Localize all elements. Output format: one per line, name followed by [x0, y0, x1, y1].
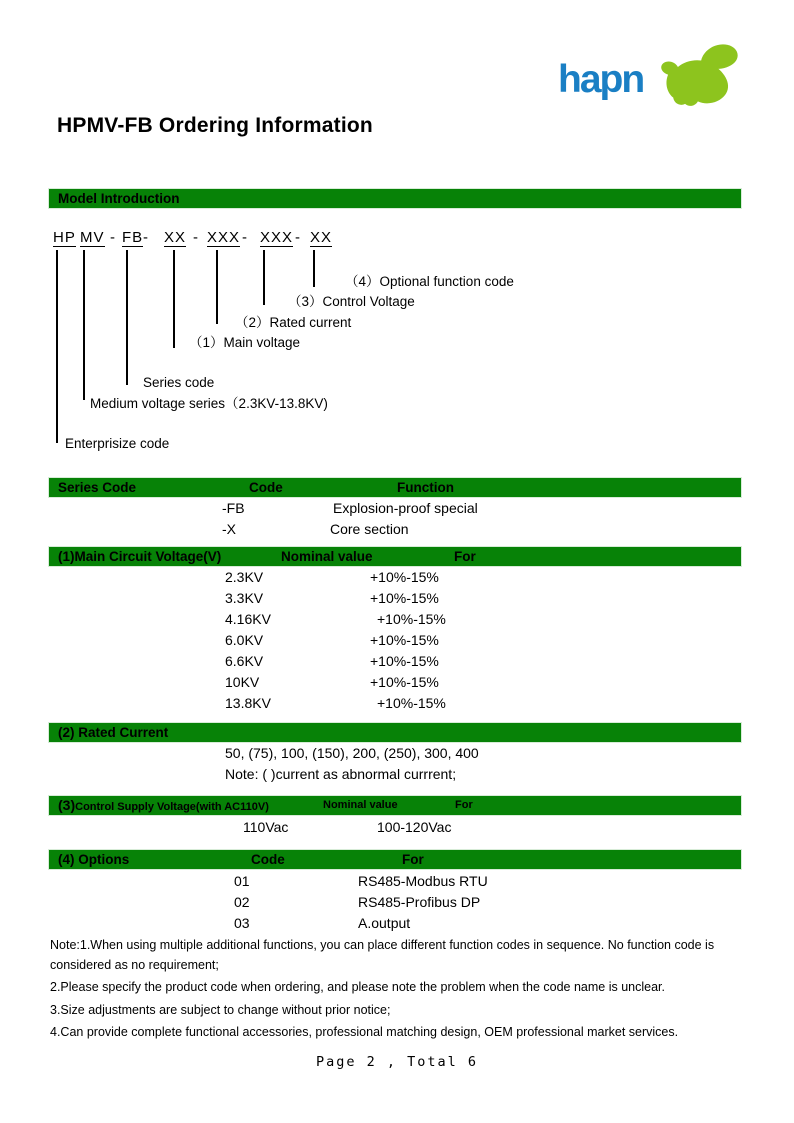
- label-medium-voltage-series: Medium voltage series（2.3KV-13.8KV): [90, 396, 328, 411]
- code-dash-3: -: [193, 229, 199, 246]
- section-header-options: [48, 849, 742, 870]
- table-cell-option-code: 02: [234, 894, 250, 910]
- section-header-model-introduction: [48, 188, 742, 209]
- code-dash-4: -: [242, 229, 248, 246]
- code-dash-2: -: [143, 229, 149, 246]
- note-line: 4.Can provide complete functional accessories, professional matching design, OEM professional market services.: [50, 1025, 679, 1039]
- table-cell-tolerance: +10%-15%: [370, 674, 439, 690]
- table-cell-function: Core section: [330, 521, 409, 537]
- code-seg-xx1: XX: [164, 229, 187, 246]
- column-header-function: Function: [397, 480, 454, 495]
- note-line: 3.Size adjustments are subject to change without prior notice;: [50, 1002, 391, 1017]
- section-header-main-circuit-voltage: [48, 546, 742, 567]
- page-footer: Page 2 , Total 6: [315, 1054, 479, 1070]
- table-cell-voltage: 6.6KV: [225, 653, 264, 669]
- column-header-nominal-value: Nominal value: [281, 549, 373, 564]
- table-cell-tolerance: +10%-15%: [370, 569, 439, 585]
- code-seg-xxx2: XXX: [260, 229, 294, 246]
- label-optional-function-code: （4）Optional function code: [345, 274, 514, 289]
- page-title: HPMV-FB Ordering Information: [57, 114, 373, 137]
- dove-icon: [654, 44, 740, 112]
- section-title-prefix: (3): [58, 797, 76, 813]
- section-title: (2) Rated Current: [58, 725, 169, 740]
- table-cell-range: 100-120Vac: [377, 819, 452, 835]
- table-cell-code: -FB: [222, 500, 245, 516]
- section-header-series-code: [48, 477, 742, 498]
- label-rated-current: （2）Rated current: [235, 315, 352, 330]
- table-cell-tolerance: +10%-15%: [370, 653, 439, 669]
- code-seg-fb: FB: [122, 229, 144, 246]
- leader-line-main-voltage: [173, 250, 175, 348]
- section-title: Control Supply Voltage(with AC110V): [75, 801, 269, 813]
- label-control-voltage: （3）Control Voltage: [288, 294, 415, 309]
- code-seg-hp: HP: [53, 229, 76, 246]
- table-cell-function: Explosion-proof special: [333, 500, 478, 516]
- leader-line-optional-function: [313, 250, 315, 287]
- table-cell-tolerance: +10%-15%: [370, 590, 439, 606]
- label-main-voltage: （1）Main voltage: [189, 335, 301, 350]
- table-cell-code: -X: [222, 521, 236, 537]
- rated-current-note: Note: ( )current as abnormal currrent;: [225, 766, 457, 782]
- leader-line-control-voltage: [263, 250, 265, 305]
- section-header-control-supply-voltage: [48, 795, 742, 816]
- code-seg-mv: MV: [80, 229, 105, 246]
- label-enterprise-code: Enterprisize code: [65, 436, 170, 451]
- column-header-for: For: [455, 799, 473, 811]
- section-title: Series Code: [58, 480, 137, 495]
- code-seg-xxx1: XXX: [207, 229, 241, 246]
- table-cell-voltage: 110Vac: [243, 819, 289, 835]
- table-cell-option-code: 01: [234, 873, 250, 889]
- notes-section: [50, 936, 756, 1046]
- section-title: (1)Main Circuit Voltage(V): [58, 549, 222, 564]
- code-dash-5: -: [295, 229, 301, 246]
- table-cell-voltage: 4.16KV: [225, 611, 271, 627]
- table-cell-voltage: 6.0KV: [225, 632, 264, 648]
- leader-line-series-code: [126, 250, 128, 385]
- table-cell-option-for: RS485-Profibus DP: [358, 894, 481, 910]
- label-series-code: Series code: [143, 375, 215, 390]
- leader-line-medium-voltage: [83, 250, 85, 400]
- note-line: Note:1.When using multiple additional functions, you can place different function codes in sequence. No function code is considered as no requirement;: [50, 938, 715, 972]
- column-header-code: Code: [249, 480, 283, 495]
- column-header-code: Code: [251, 852, 285, 867]
- section-title: Model Introduction: [58, 191, 180, 206]
- table-cell-tolerance: +10%-15%: [377, 611, 446, 627]
- table-cell-tolerance: +10%-15%: [377, 695, 446, 711]
- table-cell-voltage: 2.3KV: [225, 569, 264, 585]
- table-cell-tolerance: +10%-15%: [370, 632, 439, 648]
- table-cell-voltage: 10KV: [225, 674, 260, 690]
- section-title: (4) Options: [58, 852, 130, 867]
- table-cell-voltage: 13.8KV: [225, 695, 271, 711]
- section-header-rated-current: [48, 722, 742, 743]
- table-cell-option-code: 03: [234, 915, 250, 931]
- table-cell-option-for: A.output: [358, 915, 411, 931]
- logo: [558, 46, 738, 112]
- logo-text: hapn: [558, 58, 644, 101]
- column-header-for: For: [454, 549, 476, 564]
- code-dash-1: -: [110, 229, 116, 246]
- column-header-nominal-value: Nominal value: [323, 799, 398, 811]
- code-seg-xx2: XX: [310, 229, 333, 246]
- rated-current-values: 50, (75), 100, (150), 200, (250), 300, 400: [225, 745, 479, 761]
- table-cell-option-for: RS485-Modbus RTU: [358, 873, 488, 889]
- leader-line-rated-current: [216, 250, 218, 324]
- leader-line-enterprise: [56, 250, 58, 443]
- column-header-for: For: [402, 852, 424, 867]
- note-line: 2.Please specify the product code when ordering, and please note the problem when the code name is unclear.: [50, 980, 665, 994]
- table-cell-voltage: 3.3KV: [225, 590, 264, 606]
